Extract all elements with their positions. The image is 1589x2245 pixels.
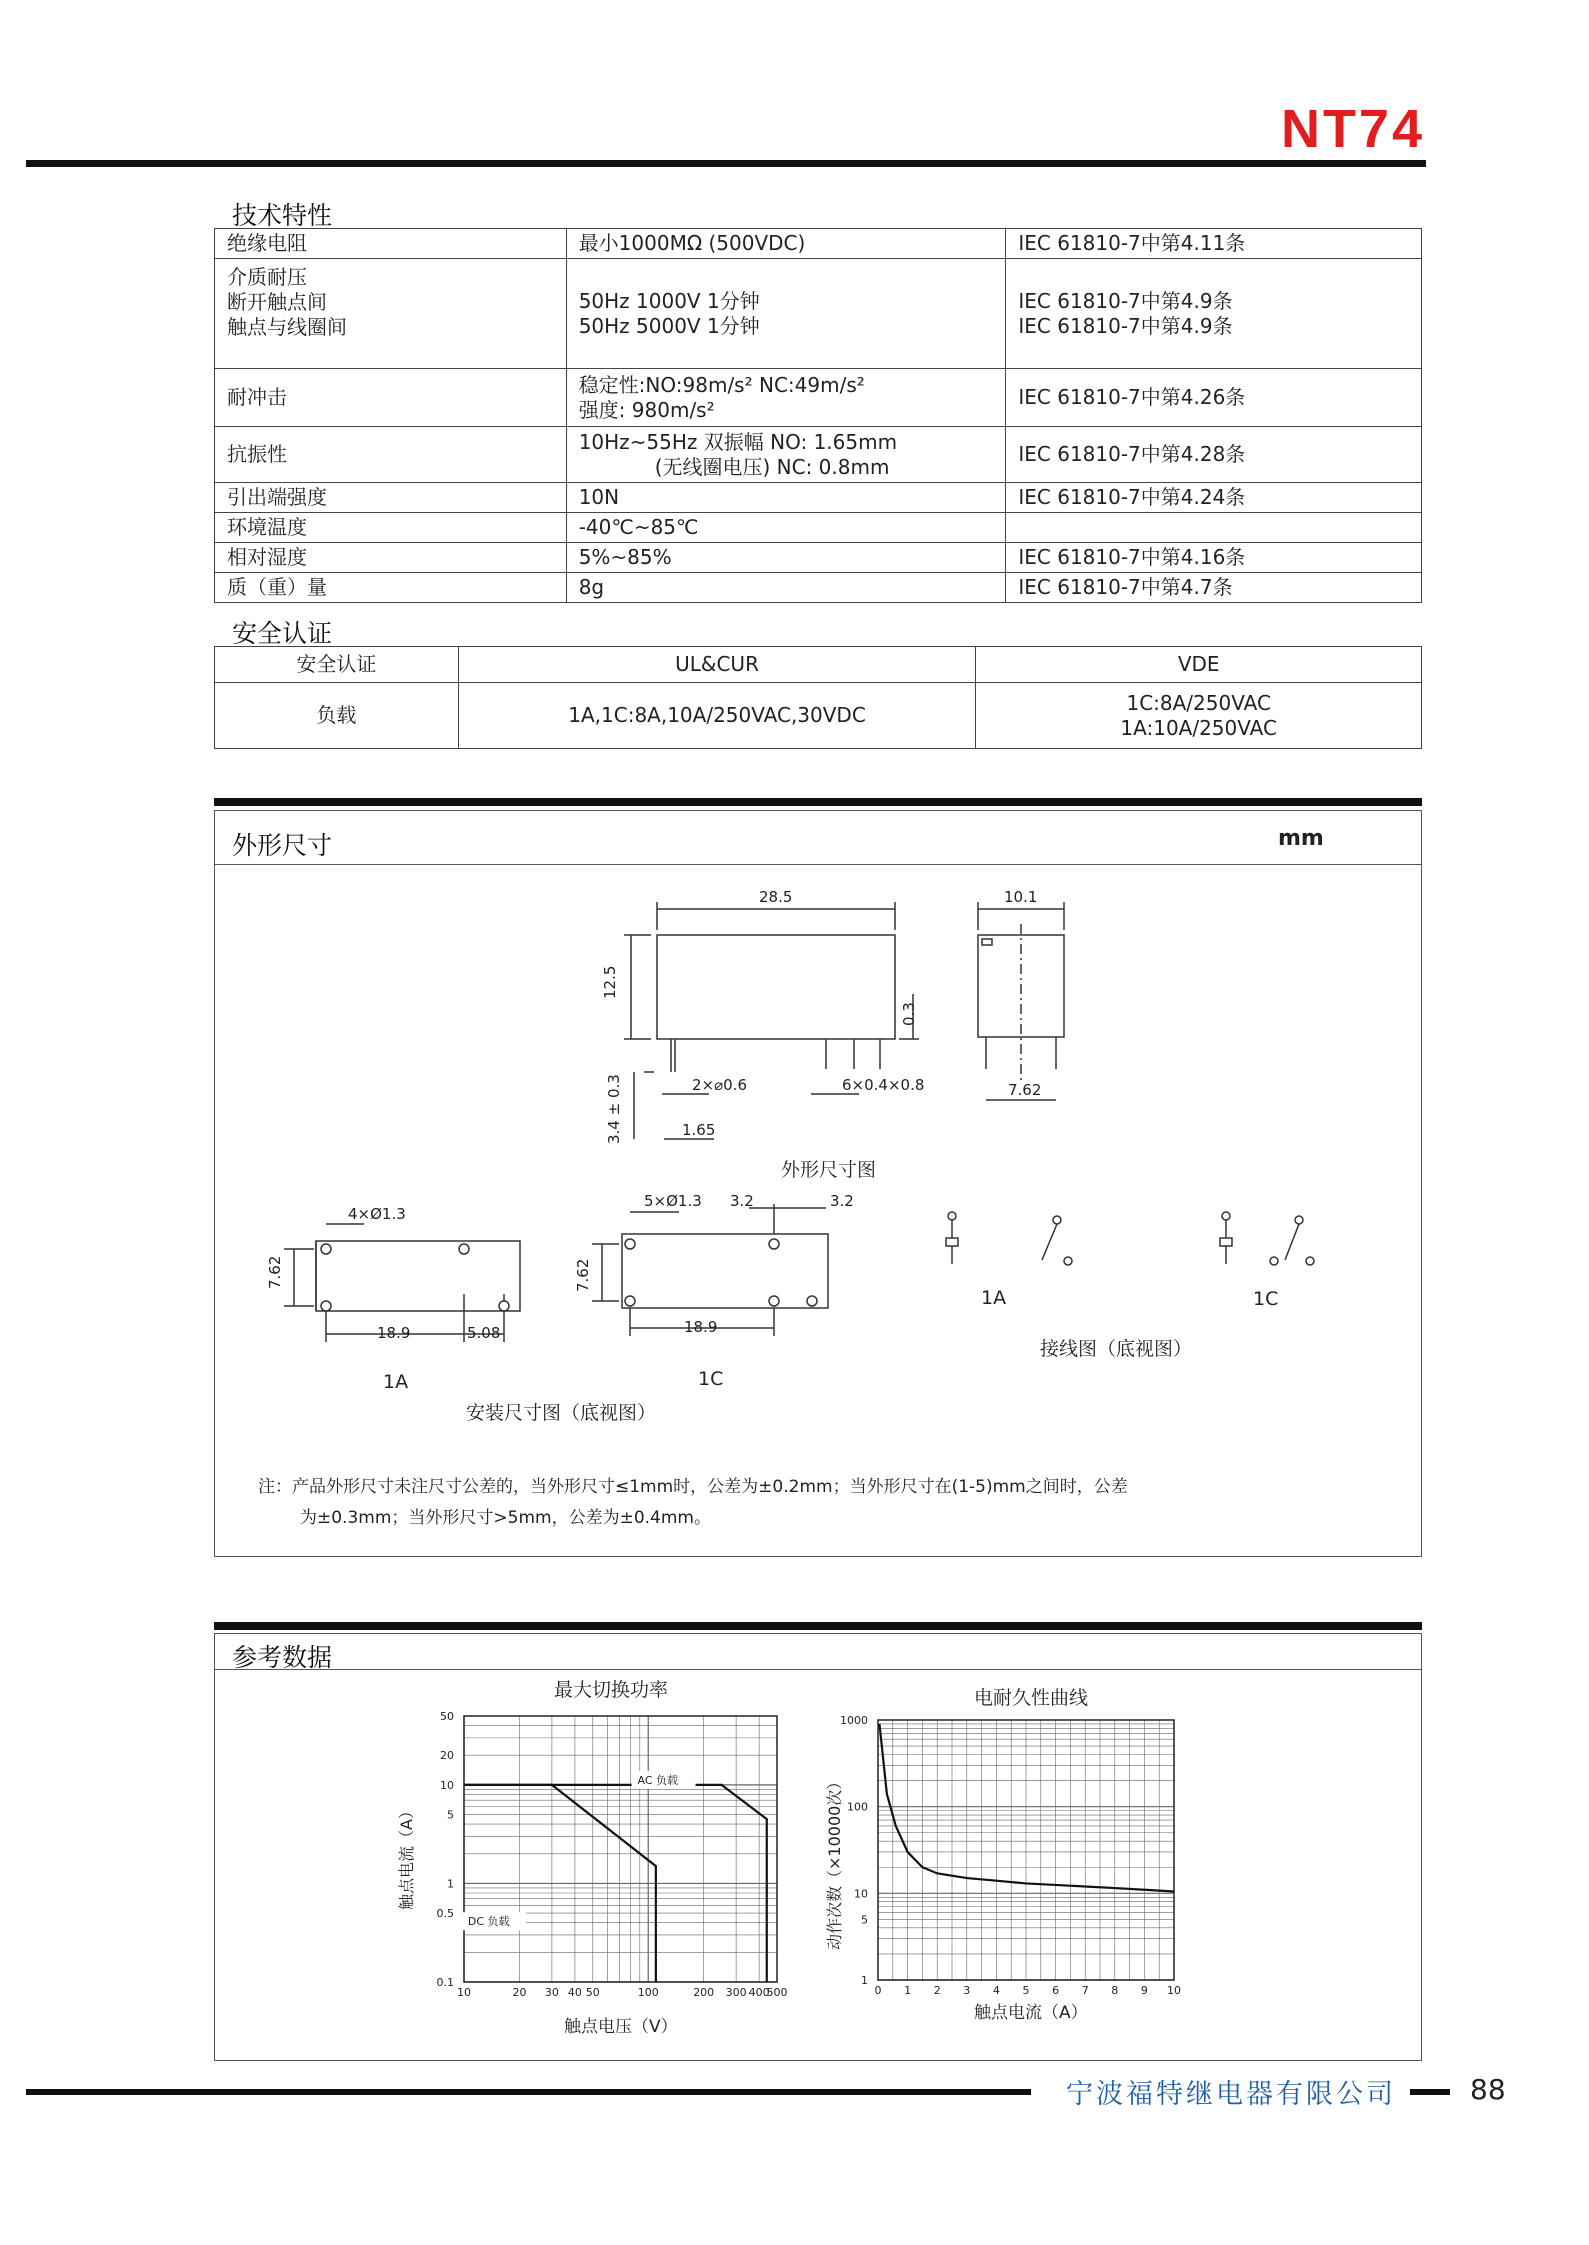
chart2-title: 电耐久性曲线 (974, 1687, 1089, 1709)
x-tick-label: 200 (693, 1986, 715, 1999)
tech-name: 耐冲击 (215, 369, 567, 427)
dim-offset: 1.65 (682, 1121, 716, 1139)
x-tick-label: 40 (567, 1986, 582, 1999)
dim-1a-w1: 18.9 (377, 1324, 411, 1342)
x-tick-label: 500 (766, 1986, 788, 1999)
tech-std: IEC 61810-7中第4.16条 (1006, 543, 1422, 573)
x-tick-label: 2 (933, 1984, 941, 1997)
tech-name-line: 介质耐压 (227, 265, 307, 289)
dim-1c-w1: 18.9 (684, 1318, 718, 1336)
x-tick-label: 10 (457, 1986, 471, 1999)
x-tick-label: 3 (963, 1984, 971, 1997)
footer-rule-right (1410, 2089, 1450, 2095)
x-tick-label: 7 (1081, 1984, 1089, 1997)
wiring-1c-label: 1C (1253, 1288, 1279, 1310)
y-tick-label: 100 (847, 1800, 868, 1814)
plot-frame (464, 1716, 777, 1982)
y-tick-label: 5 (861, 1913, 868, 1927)
mount-1c-label: 1C (698, 1368, 724, 1390)
table-row (215, 573, 1422, 603)
mount-caption: 安装尺寸图（底视图） (466, 1402, 657, 1424)
chart1-xlabel: 触点电压（V） (564, 2017, 678, 2037)
dim-pin-spec-a: 2×⌀0.6 (692, 1076, 747, 1094)
note-line: 注：产品外形尺寸未注尺寸公差的，当外形尺寸≤1mm时，公差为±0.2mm；当外形尺寸在(1-5)mm之间时，公差 (258, 1477, 1128, 1497)
y-tick-label: 50 (440, 1710, 454, 1723)
y-tick-label: 5 (447, 1808, 454, 1822)
table-row (215, 543, 1422, 573)
x-tick-label: 5 (1022, 1984, 1030, 1997)
tech-value (566, 369, 1006, 427)
tech-std: IEC 61810-7中第4.7条 (1006, 573, 1422, 603)
page-number: 88 (1470, 2073, 1506, 2106)
dimensions-title: 外形尺寸 (232, 831, 333, 860)
tech-std: IEC 61810-7中第4.28条 (1006, 427, 1422, 483)
x-tick-label: 30 (544, 1986, 559, 1999)
y-tick-label: 10 (854, 1887, 868, 1901)
tech-std: IEC 61810-7中第4.26条 (1006, 369, 1422, 427)
tech-value (566, 427, 1006, 483)
tech-name: 相对湿度 (215, 543, 567, 573)
tech-value: 最小1000MΩ (500VDC) (566, 229, 1006, 259)
tech-std (1006, 513, 1422, 543)
x-tick-label: 1 (904, 1984, 912, 1997)
table-row (215, 259, 1422, 369)
tech-std: IEC 61810-7中第4.11条 (1006, 229, 1422, 259)
vde-line: 1A:10A/250VAC (1120, 715, 1277, 740)
dim-gap: 0.3 (900, 1002, 918, 1026)
dim-1c-a: 3.2 (730, 1192, 754, 1210)
dim-front-width: 28.5 (759, 888, 793, 906)
safety-table (214, 646, 1422, 749)
safety-head: UL&CUR (458, 647, 976, 683)
dimension-drawings (214, 864, 1422, 1554)
x-tick-label: 50 (585, 1986, 600, 1999)
dimensions-rule (214, 798, 1422, 806)
reference-charts (214, 1670, 1422, 2058)
table-row (215, 513, 1422, 543)
series-label: DC 负载 (467, 1915, 510, 1929)
chart2-xlabel: 触点电流（A） (974, 2003, 1088, 2023)
tech-name: 抗振性 (215, 427, 567, 483)
tech-name (215, 259, 567, 369)
dim-1c-holes: 5×Ø1.3 (644, 1192, 702, 1210)
chart1-plot (437, 1710, 788, 1999)
safety-load-label: 负载 (215, 683, 459, 749)
tech-name: 引出端强度 (215, 483, 567, 513)
dim-side-width: 10.1 (1004, 888, 1038, 906)
tech-value-line: 50Hz 1000V 1分钟 (578, 288, 760, 313)
y-tick-label: 0.5 (436, 1907, 454, 1921)
x-tick-label: 400 (748, 1986, 770, 1999)
chart1-ylabel: 触点电流（A） (397, 1803, 416, 1910)
y-tick-label: 1 (447, 1877, 454, 1891)
chart2-plot (840, 1714, 1181, 1997)
safety-title: 安全认证 (232, 619, 333, 648)
tech-value-line: 强度: 980m/s² (578, 397, 715, 422)
reference-title: 参考数据 (232, 1643, 333, 1672)
dim-front-height: 12.5 (601, 965, 619, 999)
y-tick-label: 0.1 (436, 1976, 454, 1989)
tech-value-line: 10Hz~55Hz 双振幅 NO: 1.65mm (578, 429, 898, 454)
x-tick-label: 6 (1052, 1984, 1060, 1997)
tech-std: IEC 61810-7中第4.24条 (1006, 483, 1422, 513)
tech-name-line: 断开触点间 (227, 290, 327, 314)
tech-value (566, 259, 1006, 369)
x-tick-label: 8 (1111, 1984, 1119, 1997)
tech-name-line: 触点与线圈间 (227, 315, 347, 339)
y-tick-label: 1000 (840, 1714, 868, 1727)
tech-value-line: (无线圈电压) NC: 0.8mm (654, 454, 890, 479)
mount-1a-outline (316, 1241, 520, 1311)
x-tick-label: 20 (512, 1986, 527, 1999)
tech-std-line: IEC 61810-7中第4.9条 (1018, 288, 1233, 313)
safety-vde-value (976, 683, 1422, 749)
x-tick-label: 100 (637, 1986, 659, 1999)
safety-head: VDE (976, 647, 1422, 683)
x-tick-label: 9 (1140, 1984, 1148, 1997)
dim-1a-w2: 5.08 (467, 1324, 501, 1342)
vde-line: 1C:8A/250VAC (1126, 690, 1271, 715)
dim-pin-spec-b: 6×0.4×0.8 (842, 1076, 925, 1094)
x-tick-label: 10 (1167, 1984, 1181, 1997)
dim-pin-length: 3.4 ± 0.3 (605, 1074, 623, 1144)
tolerance-note (258, 1472, 1408, 1534)
company-name: 宁波福特继电器有限公司 (1066, 2079, 1396, 2110)
tech-value: 5%~85% (566, 543, 1006, 573)
dim-1c-b: 3.2 (830, 1192, 854, 1210)
dim-side-pitch: 7.62 (1008, 1081, 1042, 1099)
x-tick-label: 300 (725, 1986, 747, 1999)
dim-1a-holes: 4×Ø1.3 (348, 1205, 406, 1223)
x-tick-label: 4 (992, 1984, 1000, 1997)
wiring-1a-label: 1A (981, 1287, 1007, 1309)
model-title: NT74 (1280, 99, 1425, 159)
y-tick-label: 20 (440, 1749, 454, 1763)
relay-front-body (657, 935, 895, 1039)
tech-value-line: 稳定性:NO:98m/s² NC:49m/s² (578, 372, 865, 397)
tech-name: 绝缘电阻 (215, 229, 567, 259)
tech-name: 环境温度 (215, 513, 567, 543)
table-row (215, 647, 1422, 683)
outline-caption: 外形尺寸图 (781, 1159, 877, 1181)
tech-value: 8g (566, 573, 1006, 603)
y-tick-label: 10 (440, 1778, 454, 1792)
tech-table (214, 228, 1422, 603)
x-tick-label: 0 (874, 1984, 882, 1997)
chart2-ylabel: 动作次数（×10000次） (825, 1773, 844, 1950)
note-line: 为±0.3mm；当外形尺寸>5mm，公差为±0.4mm。 (300, 1508, 711, 1528)
tech-std (1006, 259, 1422, 369)
table-row (215, 683, 1422, 749)
dimensions-header (214, 810, 1422, 865)
table-row (215, 229, 1422, 259)
dim-1a-height: 7.62 (266, 1255, 284, 1289)
series-label: AC 负载 (637, 1773, 679, 1787)
tech-name: 质（重）量 (215, 573, 567, 603)
safety-head: 安全认证 (215, 647, 459, 683)
header-rule (26, 160, 1426, 167)
chart1-title: 最大切换功率 (554, 1679, 669, 1701)
table-row (215, 483, 1422, 513)
reference-rule (214, 1622, 1422, 1630)
reference-header (214, 1633, 1422, 1670)
mount-1c-outline (622, 1234, 828, 1308)
safety-ul-value: 1A,1C:8A,10A/250VAC,30VDC (458, 683, 976, 749)
table-row (215, 427, 1422, 483)
tech-value-line: 50Hz 5000V 1分钟 (578, 313, 760, 338)
unit-label: mm (1278, 826, 1324, 851)
tech-value: -40℃~85℃ (566, 513, 1006, 543)
wiring-caption: 接线图（底视图） (1040, 1338, 1193, 1360)
footer-rule-left (26, 2089, 1031, 2095)
tech-std-line: IEC 61810-7中第4.9条 (1018, 313, 1233, 338)
mount-1a-label: 1A (383, 1371, 409, 1393)
table-row (215, 369, 1422, 427)
tech-value: 10N (566, 483, 1006, 513)
dim-1c-height: 7.62 (574, 1258, 592, 1292)
tech-title: 技术特性 (232, 201, 333, 230)
y-tick-label: 1 (861, 1974, 868, 1987)
